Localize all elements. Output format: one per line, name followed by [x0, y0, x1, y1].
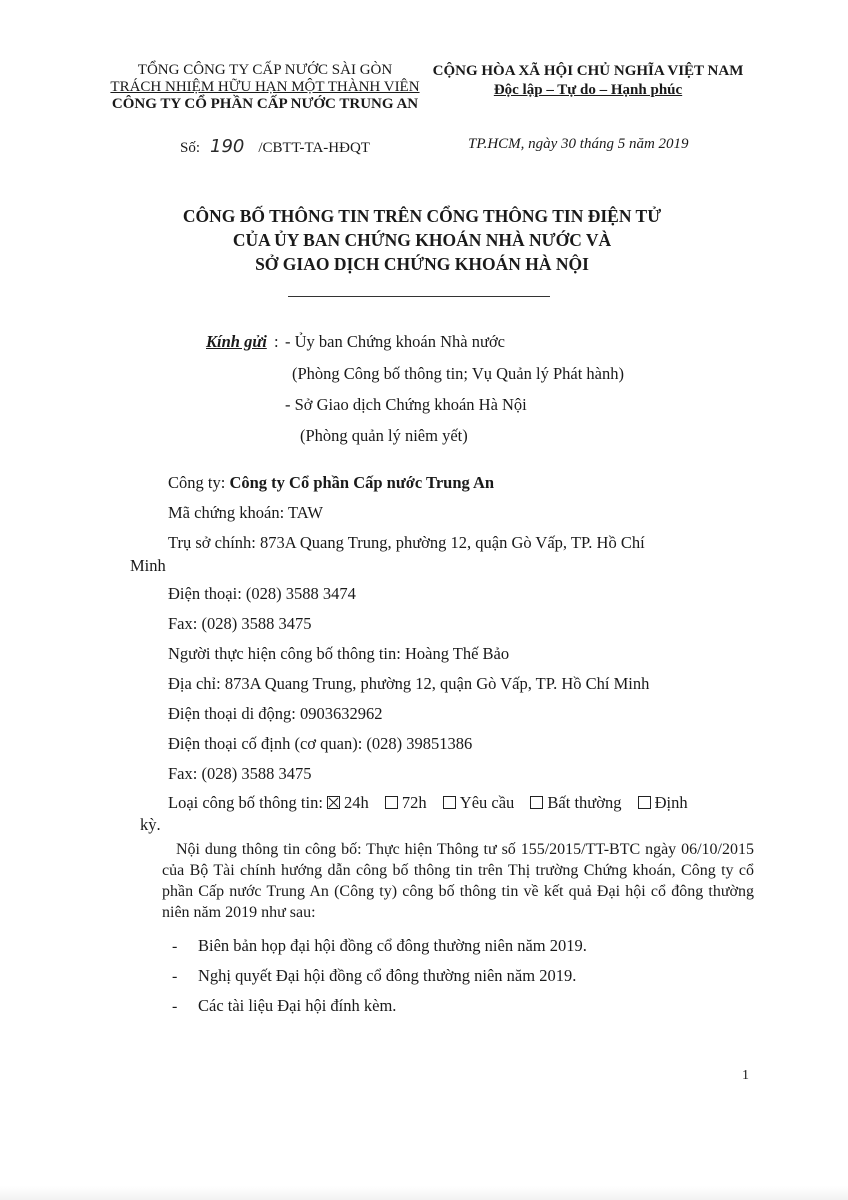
- title-line-3: SỞ GIAO DỊCH CHỨNG KHOÁN HÀ NỘI: [255, 254, 589, 274]
- bullet-marker: -: [172, 938, 178, 955]
- doc-number-prefix: Số:: [180, 140, 201, 156]
- recipient-line-2: (Phòng Công bố thông tin; Vụ Quản lý Phát hành): [292, 364, 624, 383]
- parent-company-type: TRÁCH NHIỆM HỮU HẠN MỘT THÀNH VIÊN: [110, 79, 420, 95]
- disclosure-type-wrap: kỳ.: [140, 815, 161, 834]
- option-label: 72h: [401, 793, 427, 812]
- title-line-1: CÔNG BỐ THÔNG TIN TRÊN CỔNG THÔNG TIN ĐIỆN TỬ: [182, 206, 662, 226]
- disclosure-type: [168, 793, 688, 813]
- recipients-label: Kính gửi: [206, 332, 267, 351]
- company-line: [168, 473, 494, 493]
- phone: Điện thoại: (028) 3588 3474: [168, 584, 356, 603]
- mobile-phone: Điện thoại di động: 0903632962: [168, 704, 383, 723]
- issuer-header: [95, 62, 435, 113]
- page-number: 1: [742, 1068, 749, 1083]
- option-request: [443, 793, 515, 812]
- checkbox-checked-icon: [327, 796, 340, 809]
- page-bottom-edge: [0, 1186, 848, 1200]
- disclosure-type-label: Loại công bố thông tin:: [168, 793, 323, 812]
- content-paragraph: Nội dung thông tin công bố: Thực hiện Thông tư số 155/2015/TT-BTC ngày 06/10/2015 của Bộ Tài chính hướng dẫn công bố thông tin trên Thị trường Chứng khoán, Công ty cổ phần Cấp nước Trung An (Công ty) công bố thông tin về kết quả Đại hội cổ đông thường niên năm 2019 như sau:: [162, 841, 754, 921]
- discloser: Người thực hiện công bố thông tin: Hoàng Thế Bảo: [168, 644, 510, 663]
- title-divider: [288, 296, 550, 297]
- document-number: [180, 136, 370, 157]
- checkbox-empty-icon: [638, 796, 651, 809]
- fax: Fax: (028) 3588 3475: [168, 614, 312, 633]
- doc-number-suffix: /CBTT-TA-HĐQT: [258, 140, 370, 156]
- company-name-header: CÔNG TY CỔ PHẦN CẤP NƯỚC TRUNG AN: [111, 96, 419, 112]
- discloser-address: Địa chỉ: 873A Quang Trung, phường 12, quận Gò Vấp, TP. Hồ Chí Minh: [168, 674, 650, 693]
- national-header: [424, 62, 752, 100]
- recipient-line-1: - Ủy ban Chứng khoán Nhà nước: [285, 332, 505, 351]
- option-label: Định: [654, 793, 688, 812]
- head-office-line-2: Minh: [130, 556, 166, 575]
- national-title: CỘNG HÒA XÃ HỘI CHỦ NGHĨA VIỆT NAM: [432, 63, 744, 79]
- document-title: [100, 204, 744, 276]
- stock-code: Mã chứng khoán: TAW: [168, 503, 323, 522]
- fax-2: Fax: (028) 3588 3475: [168, 764, 312, 783]
- option-unusual: [530, 793, 621, 812]
- doc-number-handwritten: 190: [210, 136, 245, 157]
- checkbox-empty-icon: [530, 796, 543, 809]
- checkbox-empty-icon: [385, 796, 398, 809]
- company-label: Công ty:: [168, 473, 230, 492]
- option-label: Yêu cầu: [459, 793, 515, 812]
- company-value: Công ty Cổ phần Cấp nước Trung An: [229, 473, 495, 492]
- national-motto: Độc lập – Tự do – Hạnh phúc: [493, 82, 683, 98]
- option-periodic: [638, 793, 688, 812]
- recipient-line-4: (Phòng quản lý niêm yết): [300, 426, 468, 445]
- option-label: Bất thường: [547, 793, 622, 812]
- bullet-marker: -: [172, 998, 178, 1015]
- head-office-line-1: Trụ sở chính: 873A Quang Trung, phường 12, quận Gò Vấp, TP. Hồ Chí: [168, 533, 645, 552]
- bullet-item-2: Nghị quyết Đại hội đồng cổ đông thường niên năm 2019.: [198, 966, 577, 985]
- bullet-item-1: Biên bản họp đại hội đồng cổ đông thường niên năm 2019.: [198, 936, 587, 955]
- option-72h: [385, 793, 427, 812]
- bullet-marker: -: [172, 968, 178, 985]
- option-label: 24h: [344, 793, 369, 812]
- option-24h: [327, 793, 369, 812]
- recipients-separator: :: [274, 332, 279, 351]
- parent-company-name: TỔNG CÔNG TY CẤP NƯỚC SÀI GÒN: [137, 62, 393, 78]
- title-line-2: CỦA ỦY BAN CHỨNG KHOÁN NHÀ NƯỚC VÀ: [232, 230, 612, 250]
- bullet-item-3: Các tài liệu Đại hội đính kèm.: [198, 996, 397, 1015]
- landline-phone: Điện thoại cố định (cơ quan): (028) 39851386: [168, 734, 473, 753]
- checkbox-empty-icon: [443, 796, 456, 809]
- document-date: TP.HCM, ngày 30 tháng 5 năm 2019: [468, 136, 689, 152]
- recipient-line-3: - Sở Giao dịch Chứng khoán Hà Nội: [285, 395, 527, 414]
